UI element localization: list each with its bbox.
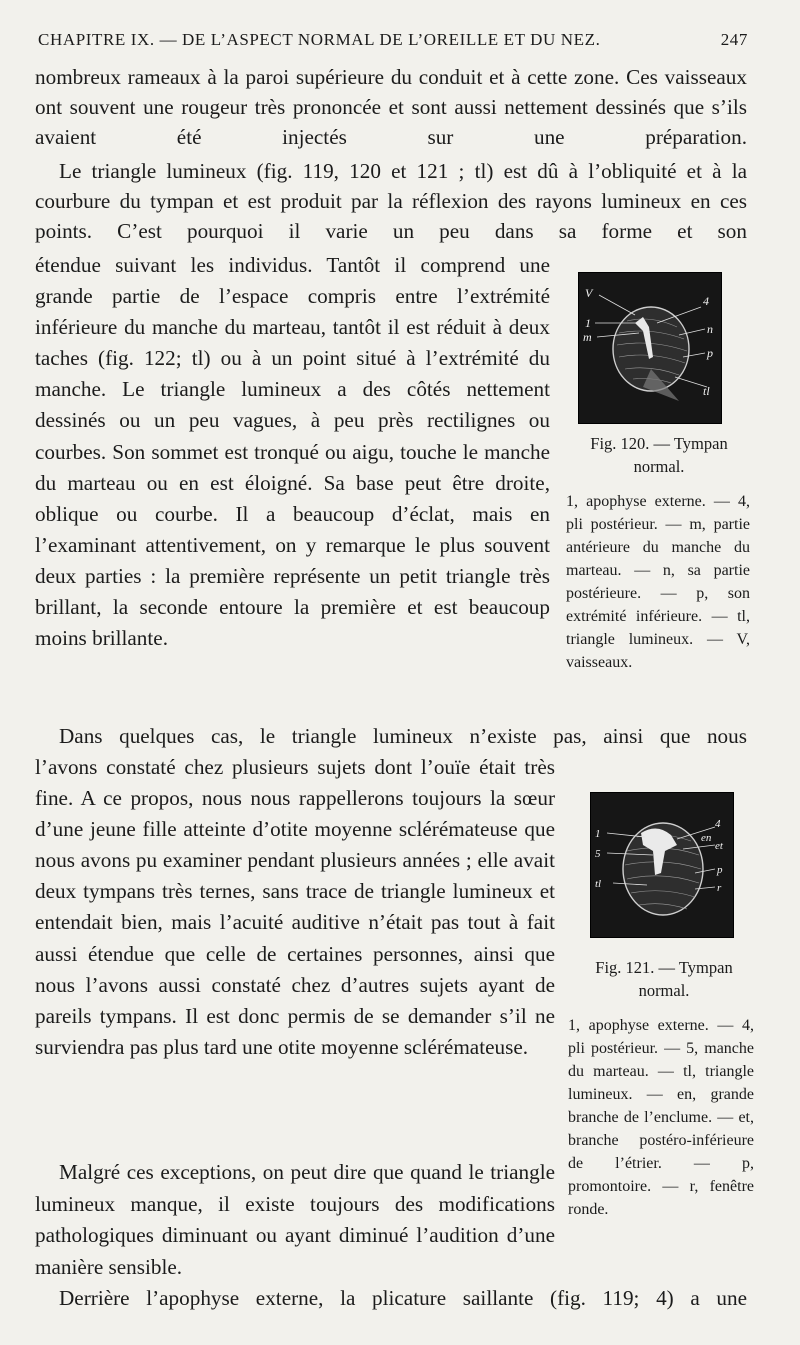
fig121-label-p: p	[717, 864, 723, 876]
figure-121-legend: 1, apophyse externe. — 4, pli postérieur. — 5, manche du marteau. — tl, triangle lumineux. — en, grande branche de l’enclume. — et, branche postéro-inférieure de l’étrier. — p, promontoire. — r, fenêtre ronde.	[568, 1017, 754, 1218]
page-number: 247	[720, 30, 748, 49]
paragraph-2-full: Le triangle lumineux (fig. 119, 120 et 121 ; tl) est dû à l’obliquité et à la courbure du tympan et est produit par la réflexion des rayons lumineux en ces points. C’est pourquoi il varie un peu dans sa forme et son	[35, 159, 747, 243]
running-head	[38, 30, 748, 50]
paragraph-3-narrow: l’avons constaté chez plusieurs sujets dont l’ouïe était très fine. A ce propos, nous nous rappellerons toujours la sœur d’une jeune fille atteinte d’otite moyenne sclérémateuse que nous avons pu examiner pendant plusieurs années ; elle avait deux tympans très ternes, sans trace de triangle lumineux et entendait bien, mais l’acuité auditive n’était pas tout à fait aussi étendue que celle de certaines personnes, ainsi que nous l’avons aussi constaté chez d’autres sujets ayant de pareils tympans. Il est donc permis de se demander s’il ne surviendra pas plus tard une otite moyenne sclérémateuse.	[35, 755, 555, 1059]
fig121-label-et: et	[715, 840, 723, 852]
fig120-label-1: 1	[585, 316, 591, 330]
figure-121-image	[590, 792, 734, 938]
figure-120-title: Fig. 120. — Tympan normal.	[590, 434, 728, 476]
paragraph-2-narrow: étendue suivant les individus. Tantôt il comprend une grande partie de l’espace compris entre l’extrémité inférieure du manche du marteau, tantôt il est réduit à deux taches (fig. 122; tl) ou à un point situé à l’extrémité du manche. Le triangle lumineux a des côtés nettement dessinés ou un peu vagues, à peu près rectilignes ou courbes. Son sommet est tronqué ou aigu, touche le manche du marteau ou en est éloigné. Sa base peut être droite, oblique ou courbe. Il a beaucoup d’éclat, mais en l’examinant attentivement, on y remarque le plus souvent deux parties : la première représente un petit triangle très brillant, la seconde entoure la première et est beaucoup moins brillante.	[35, 253, 550, 651]
fig121-label-r: r	[717, 882, 722, 894]
fig120-label-n: n	[707, 322, 713, 336]
paragraph-5: Derrière l’apophyse externe, la plicature saillante (fig. 119; 4) a une	[59, 1286, 747, 1310]
chapter-title: CHAPITRE IX. — DE L’ASPECT NORMAL DE L’OREILLE ET DU NEZ.	[38, 30, 601, 49]
fig121-label-4: 4	[715, 818, 721, 830]
fig121-label-tl: tl	[595, 878, 602, 890]
fig120-label-4: 4	[703, 294, 709, 308]
figure-121-title: Fig. 121. — Tympan normal.	[595, 958, 733, 1000]
fig120-label-v: V	[585, 286, 593, 300]
paragraph-4: Malgré ces exceptions, on peut dire que quand le triangle lumineux manque, il existe toujours des modifications pathologiques diminuant ou ayant diminué l’audition d’une manière sensible.	[35, 1160, 555, 1279]
paragraph-1: nombreux rameaux à la paroi supérieure du conduit et à cette zone. Ces vaisseaux ont souvent une rougeur très prononcée et sont aussi nettement dessinés que s’ils avaient été injectés sur une préparation.	[35, 65, 747, 149]
paragraph-3-full: Dans quelques cas, le triangle lumineux n’existe pas, ainsi que nous	[59, 724, 747, 748]
fig120-label-p: p	[707, 346, 713, 360]
fig121-label-1: 1	[595, 828, 601, 840]
figure-120-legend: 1, apophyse externe. — 4, pli postérieur. — m, partie antérieure du manche du marteau. — n, sa partie postérieure. — p, son extrémité inférieure. — tl, triangle lumineux. — V, vaisseaux.	[566, 493, 750, 671]
fig121-label-5: 5	[595, 848, 601, 860]
fig120-label-tl: tl	[703, 384, 710, 398]
fig120-label-m: m	[583, 330, 592, 344]
fig121-label-en: en	[701, 832, 712, 844]
figure-120-image	[578, 272, 722, 424]
